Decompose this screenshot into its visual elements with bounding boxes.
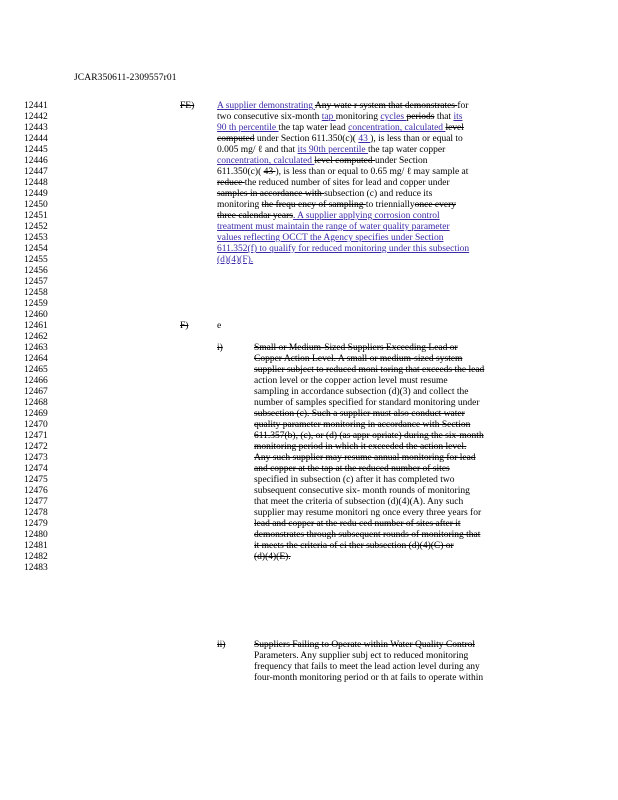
label-f: F) <box>180 321 189 331</box>
subsection-e-text <box>217 101 529 266</box>
text-line <box>254 376 540 387</box>
text-line <box>254 453 540 464</box>
plain-text: frequency that fails to meet the lead action level during any <box>254 662 480 672</box>
text-line <box>217 101 529 112</box>
subsection-f-i-text <box>254 343 540 563</box>
plain-text: to triennially <box>365 200 415 210</box>
plain-text: e <box>217 321 222 331</box>
text-line <box>217 211 529 222</box>
line-number: 12461 <box>24 321 48 331</box>
line-number: 12457 <box>24 277 48 287</box>
inserted-text: concentration, calculated <box>348 123 446 133</box>
deleted-text: Small or Medium-Sized Suppliers Exceeding Lead or <box>254 343 458 353</box>
line-number: 12448 <box>24 178 48 188</box>
inserted-text: values reflecting OCCT the Agency specifies under Section <box>217 233 444 243</box>
inserted-text: . A supplier applying corrosion control <box>292 211 440 221</box>
inserted-text: its <box>453 112 463 122</box>
plain-text: specified in subsection (c) after it has completed two <box>254 475 455 485</box>
deleted-text: 43 <box>263 167 276 177</box>
deleted-text: reduce <box>217 178 245 188</box>
line-number: 12444 <box>24 134 48 144</box>
inserted-text: (d)(4)(F). <box>217 255 254 265</box>
line-number: 12480 <box>24 530 48 540</box>
text-line <box>254 486 540 497</box>
plain-text: ), is less than or equal to <box>370 134 463 144</box>
text-line <box>217 167 529 178</box>
text-line <box>217 200 529 211</box>
deleted-text: computed <box>217 134 255 144</box>
label-i: i) <box>217 343 223 353</box>
plain-text: action level or the copper action level must resume <box>254 376 448 386</box>
label-ii: ii) <box>217 640 226 650</box>
plain-text: Parameters. Any supplier subj ect to reduced monitoring <box>254 651 469 661</box>
line-number: 12482 <box>24 552 48 562</box>
line-number: 12441 <box>24 101 48 111</box>
plain-text: subsection (c) and reduce its <box>324 189 433 199</box>
inserted-text: A supplier demonstrating <box>217 101 315 111</box>
deleted-text: samples in accordance with <box>217 189 325 199</box>
deleted-text: the frequ ency of sampling <box>261 200 366 210</box>
line-number: 12475 <box>24 475 48 485</box>
plain-text: the tap water lead <box>278 123 349 133</box>
text-line <box>254 420 540 431</box>
deleted-text: it meets the criteria of ei ther subsection (d)(4)(C) or <box>254 541 454 551</box>
text-line <box>217 244 529 255</box>
deleted-text: Any wate r system that demonstrates <box>314 101 458 111</box>
line-number: 12478 <box>24 508 48 518</box>
plain-text: monitoring <box>335 112 381 122</box>
line-number: 12445 <box>24 145 48 155</box>
inserted-text: 90 th percentile <box>217 123 279 133</box>
line-number: 12460 <box>24 310 48 320</box>
plain-text: that <box>434 112 454 122</box>
inserted-text: concentration, calculated <box>217 156 315 166</box>
document-id: JCAR350611-2309557r01 <box>74 73 177 83</box>
deleted-text: three calendar years <box>217 211 293 221</box>
line-number: 12453 <box>24 233 48 243</box>
line-number: 12456 <box>24 266 48 276</box>
line-number: 12474 <box>24 464 48 474</box>
line-number: 12465 <box>24 365 48 375</box>
deleted-text: once every <box>414 200 457 210</box>
line-number: 12459 <box>24 299 48 309</box>
text-line <box>217 178 529 189</box>
text-line <box>217 156 529 167</box>
text-line <box>254 387 540 398</box>
line-number: 12447 <box>24 167 48 177</box>
plain-text: 0.005 mg/ ℓ and that <box>217 145 298 155</box>
deleted-text: Copper Action Level. A small or medium-sized system <box>254 354 463 364</box>
text-line <box>254 365 540 376</box>
plain-text: monitoring <box>217 200 262 210</box>
line-number: 12473 <box>24 453 48 463</box>
inserted-text: cycles <box>380 112 407 122</box>
text-line <box>254 508 540 519</box>
deleted-text: periods <box>406 112 435 122</box>
text-line <box>217 145 529 156</box>
text-line <box>217 321 529 332</box>
plain-text: two consecutive six-month <box>217 112 322 122</box>
line-number: 12442 <box>24 112 48 122</box>
text-line <box>254 475 540 486</box>
inserted-text: 43 <box>358 134 371 144</box>
inserted-text: 611.352(f) to qualify for reduced monitoring under this subsection <box>217 244 470 254</box>
plain-text: the reduced number of sites for lead and copper under <box>244 178 450 188</box>
line-number: 12451 <box>24 211 48 221</box>
line-number: 12471 <box>24 431 48 441</box>
deleted-text: Any such supplier may resume annual monitoring for lead <box>254 453 476 463</box>
plain-text: supplier may resume monitori ng once every three years for <box>254 508 482 518</box>
plain-text: number of samples specified for standard monitoring under <box>254 398 480 408</box>
line-number: 12483 <box>24 563 48 573</box>
plain-text: that meet the criteria of subsection (d)(4)(A). Any such <box>254 497 464 507</box>
plain-text: ), is less than or equal to 0.65 mg/ ℓ may sample at <box>275 167 469 177</box>
inserted-text: treatment must maintain the range of water quality parameter <box>217 222 450 232</box>
text-line <box>254 409 540 420</box>
line-number: 12455 <box>24 255 48 265</box>
plain-text: subsequent consecutive six- month rounds of monitoring <box>254 486 470 496</box>
text-line <box>217 222 529 233</box>
text-line <box>254 442 540 453</box>
subsection-f-title <box>217 321 529 332</box>
text-line <box>217 233 529 244</box>
line-number: 12479 <box>24 519 48 529</box>
line-number: 12481 <box>24 541 48 551</box>
line-number: 12463 <box>24 343 48 353</box>
deleted-text: Suppliers Failing to Operate within Water Quality Control <box>254 640 475 650</box>
plain-text: 611.350(c)( <box>217 167 264 177</box>
deleted-text: lead and copper at the redu ced number of sites after it <box>254 519 461 529</box>
deleted-text: monitoring period in which it exceeded the action level. <box>254 442 467 452</box>
deleted-text: demonstrates through subsequent rounds of monitoring that <box>254 530 481 540</box>
plain-text: the tap water copper <box>368 145 446 155</box>
deleted-text: level computed <box>314 156 376 166</box>
text-line <box>254 673 540 684</box>
line-number: 12476 <box>24 486 48 496</box>
text-line <box>254 552 540 563</box>
text-line <box>217 255 529 266</box>
line-number: 12450 <box>24 200 48 210</box>
text-line <box>254 464 540 475</box>
label-fe: FE) <box>180 101 195 111</box>
deleted-text: level <box>445 123 464 133</box>
plain-text: under Section 611.350(c)( <box>254 134 359 144</box>
inserted-text: tap <box>321 112 336 122</box>
line-number: 12452 <box>24 222 48 232</box>
text-line <box>254 530 540 541</box>
text-line <box>254 519 540 530</box>
subsection-f-ii-text <box>254 640 540 684</box>
text-line <box>254 662 540 673</box>
deleted-text: quality parameter monitoring in accordance with Section <box>254 420 471 430</box>
text-line <box>254 343 540 354</box>
text-line <box>217 123 529 134</box>
line-number: 12462 <box>24 332 48 342</box>
plain-text: sampling in accordance subsection (d)(3) and collect the <box>254 387 469 397</box>
text-line <box>254 354 540 365</box>
inserted-text: its 90th percentile <box>297 145 368 155</box>
line-number: 12446 <box>24 156 48 166</box>
line-number: 12468 <box>24 398 48 408</box>
text-line <box>254 640 540 651</box>
text-line <box>254 431 540 442</box>
line-number: 12443 <box>24 123 48 133</box>
line-number: 12466 <box>24 376 48 386</box>
deleted-text: and copper at the tap at the reduced number of sites <box>254 464 450 474</box>
line-number: 12467 <box>24 387 48 397</box>
line-number: 12472 <box>24 442 48 452</box>
deleted-text: (d)(4)(E). <box>254 552 291 562</box>
text-line <box>217 112 529 123</box>
line-number: 12477 <box>24 497 48 507</box>
text-line <box>254 497 540 508</box>
text-line <box>254 541 540 552</box>
plain-text: under Section <box>375 156 428 166</box>
line-number: 12449 <box>24 189 48 199</box>
deleted-text: 611.357(b), (c), or (d) (as appr opriate) during the six-month <box>254 431 484 441</box>
deleted-text: subsection (c). Such a supplier must also conduct water <box>254 409 465 419</box>
line-number: 12470 <box>24 420 48 430</box>
plain-text: four-month monitoring period or th at fails to operate within <box>254 673 484 683</box>
line-number: 12458 <box>24 288 48 298</box>
line-number: 12469 <box>24 409 48 419</box>
text-line <box>254 398 540 409</box>
line-number: 12454 <box>24 244 48 254</box>
line-number: 12464 <box>24 354 48 364</box>
plain-text: for <box>457 101 469 111</box>
text-line <box>254 651 540 662</box>
text-line <box>217 189 529 200</box>
deleted-text: supplier subject to reduced moni toring that exceeds the lead <box>254 365 485 375</box>
text-line <box>217 134 529 145</box>
line-numbers <box>24 101 48 574</box>
